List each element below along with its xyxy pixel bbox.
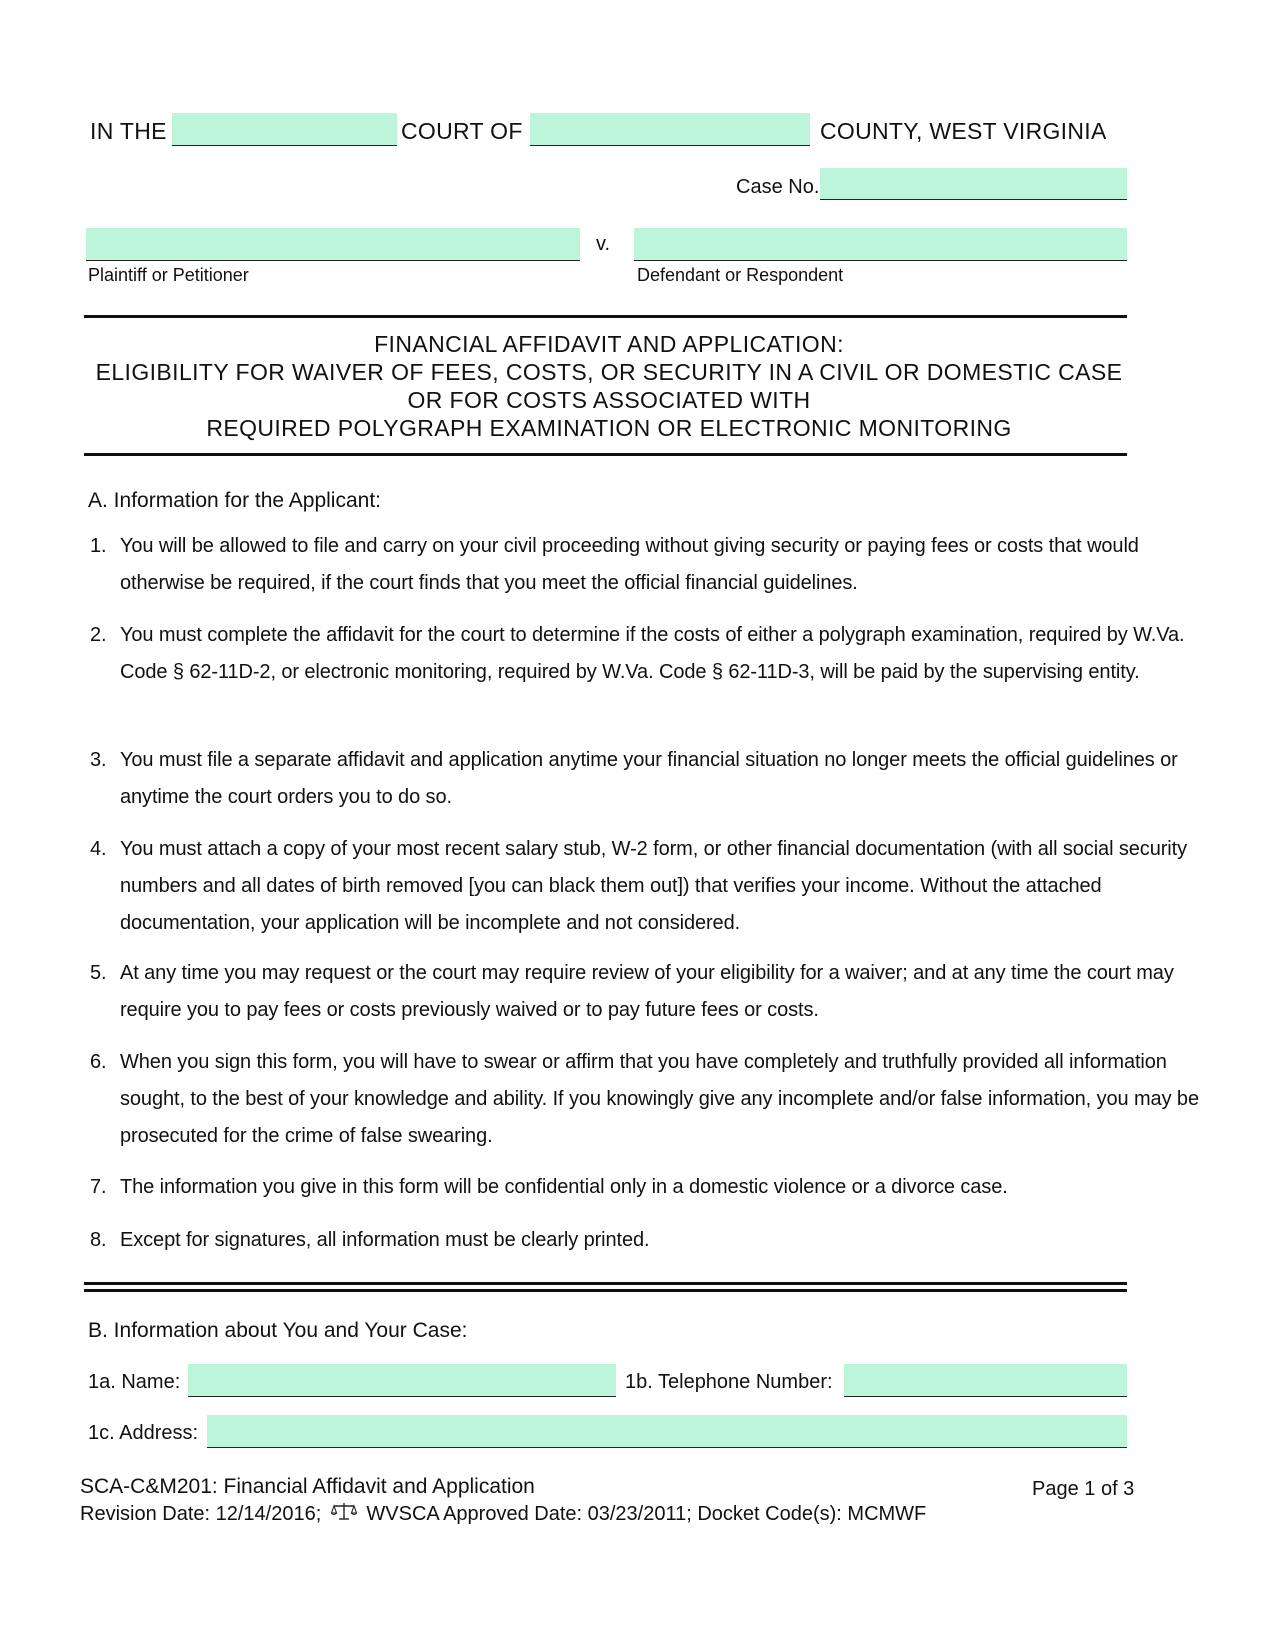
form-title-line-4: REQUIRED POLYGRAPH EXAMINATION OR ELECTRONIC MONITORING xyxy=(206,415,1012,441)
applicant-info-item-8: 8. Except for signatures, all information must be clearly printed. xyxy=(90,1229,650,1251)
applicant-info-item-6: 6. When you sign this form, you will have to swear or affirm that you have completely and truthfully provided all information sought, to the best of your knowledge and ability. If you knowingly give any incomplete and/or false information, you may be prosecuted for the crime of false swearing. xyxy=(90,1051,1199,1147)
form-identifier: SCA-C&M201: Financial Affidavit and Application xyxy=(80,1475,535,1498)
approval-docket-info: WVSCA Approved Date: 03/23/2011; Docket Code(s): MCMWF xyxy=(366,1503,927,1525)
revision-date: Revision Date: 12/14/2016; xyxy=(80,1503,322,1525)
county-name-field[interactable] xyxy=(530,113,810,146)
applicant-info-item-3: 3. You must file a separate affidavit and application anytime your financial situation no longer meets the official guidelines or anytime the court orders you to do so. xyxy=(90,749,1178,808)
form-title-line-1: FINANCIAL AFFIDAVIT AND APPLICATION: xyxy=(374,331,844,357)
defendant-label: Defendant or Respondent xyxy=(637,265,844,285)
name-field[interactable] xyxy=(188,1364,616,1397)
scales-of-justice-icon xyxy=(331,1502,357,1522)
address-label: 1c. Address: xyxy=(88,1422,199,1444)
section-a-heading: A. Information for the Applicant: xyxy=(88,489,381,512)
telephone-label: 1b. Telephone Number: xyxy=(625,1371,833,1393)
plaintiff-field[interactable] xyxy=(86,228,580,261)
court-of-label: COURT OF xyxy=(401,118,523,144)
versus-label: v. xyxy=(596,233,611,255)
case-no-field[interactable] xyxy=(820,168,1127,200)
name-label: 1a. Name: xyxy=(88,1371,181,1393)
applicant-info-item-5: 5. At any time you may request or the court may require review of your eligibility for a waiver; and at any time the court may require you to pay fees or costs previously waived or to pay future fees or costs. xyxy=(90,962,1174,1021)
page-number: Page 1 of 3 xyxy=(1032,1478,1135,1500)
telephone-field[interactable] xyxy=(844,1364,1127,1397)
applicant-info-item-4: 4. You must attach a copy of your most recent salary stub, W-2 form, or other financial documentation (with all social security numbers and all dates of birth removed [you can black them out]) that verifies your income. Without the attached documentation, your application will be incomplete and not considered. xyxy=(90,838,1187,934)
defendant-field[interactable] xyxy=(634,228,1127,261)
section-divider-rule-bottom xyxy=(84,1289,1127,1292)
address-field[interactable] xyxy=(207,1415,1127,1448)
case-no-label: Case No. xyxy=(736,176,820,198)
form-title-line-2: ELIGIBILITY FOR WAIVER OF FEES, COSTS, OR SECURITY IN A CIVIL OR DOMESTIC CASE xyxy=(95,359,1123,385)
in-the-label: IN THE xyxy=(90,118,167,144)
revision-line xyxy=(80,1502,926,1526)
plaintiff-label: Plaintiff or Petitioner xyxy=(88,265,249,285)
county-state-label: COUNTY, WEST VIRGINIA xyxy=(820,118,1107,144)
applicant-info-item-2: 2. You must complete the affidavit for the court to determine if the costs of either a polygraph examination, required by W.Va. Code § 62-11D-2, or electronic monitoring, required by W.Va. Code § 62-11D-3, will be paid by the supervising entity. xyxy=(90,624,1185,683)
section-b-heading: B. Information about You and Your Case: xyxy=(88,1319,468,1342)
applicant-info-item-1: 1. You will be allowed to file and carry on your civil proceeding without giving security or paying fees or costs that would otherwise be required, if the court finds that you meet the official financial guidelines. xyxy=(90,535,1139,594)
form-title-line-3: OR FOR COSTS ASSOCIATED WITH xyxy=(407,387,811,413)
title-top-rule xyxy=(84,315,1127,318)
applicant-info-item-7: 7. The information you give in this form will be confidential only in a domestic violence or a divorce case. xyxy=(90,1176,1008,1198)
title-bottom-rule xyxy=(84,453,1127,456)
section-divider-rule-top xyxy=(84,1282,1127,1285)
court-type-field[interactable] xyxy=(172,113,397,146)
